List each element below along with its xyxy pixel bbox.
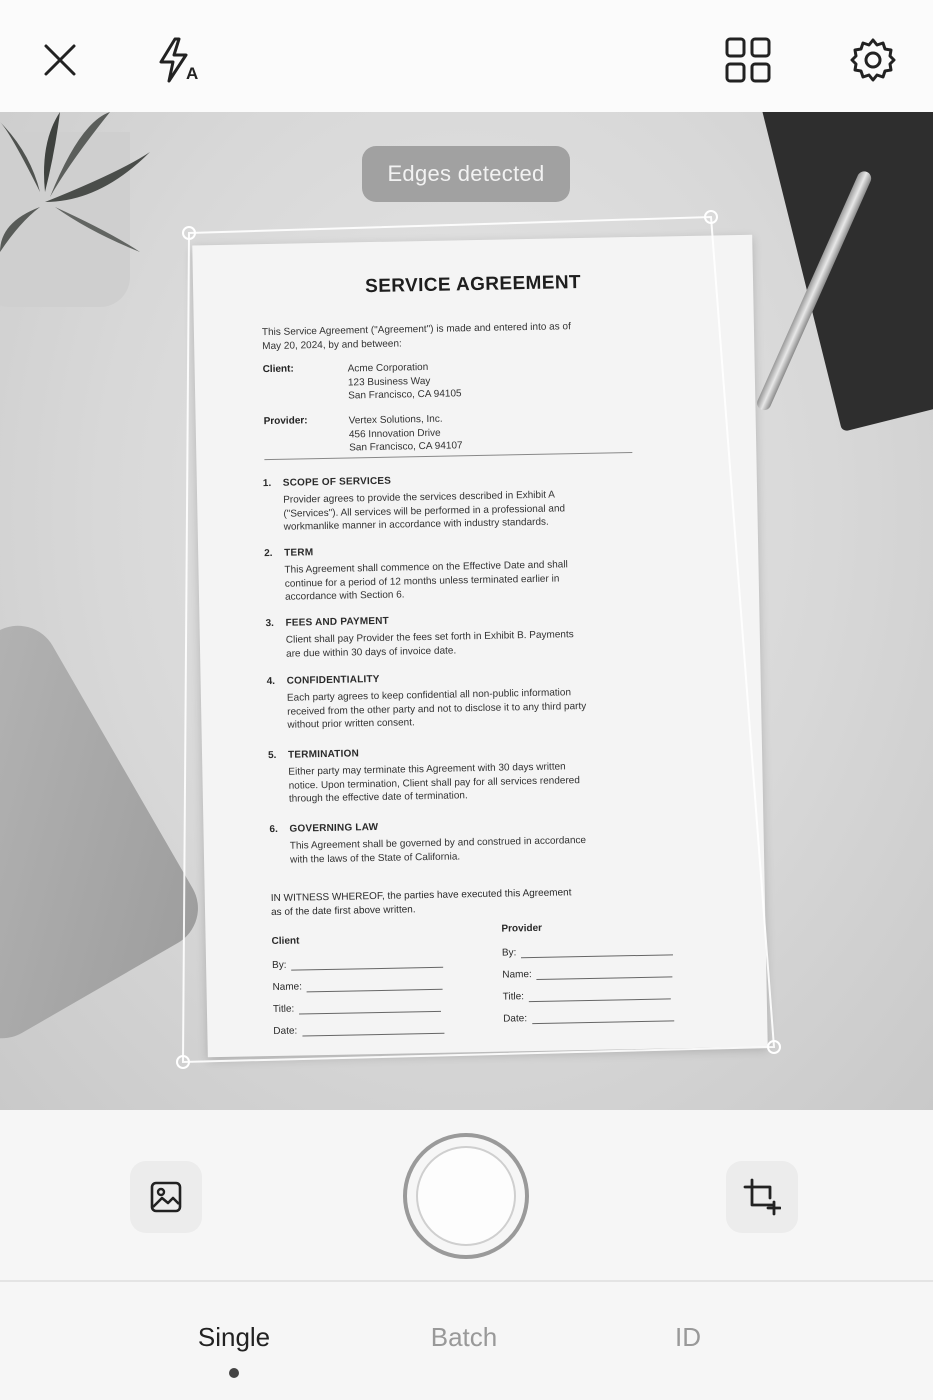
section-line: received from the other party and not to disclose it to any third party bbox=[287, 700, 587, 718]
intro-line: This Service Agreement ("Agreement") is made and entered into as of bbox=[261, 321, 571, 339]
section-line: with the laws of the State of California. bbox=[289, 850, 461, 866]
provider-label: Provider: bbox=[263, 415, 308, 428]
intro-line: May 20, 2024, by and between: bbox=[262, 337, 402, 352]
section-line: workmanlike manner in accordance with industry standards. bbox=[283, 516, 549, 533]
image-gallery-icon[interactable] bbox=[130, 1161, 202, 1233]
section-line: notice. Upon termination, Client shall pay for all services rendered bbox=[288, 774, 580, 792]
section-title: TERM bbox=[284, 547, 314, 559]
mode-single[interactable]: Single bbox=[197, 1322, 271, 1352]
section-number: 6. bbox=[269, 823, 278, 836]
mode-divider bbox=[0, 1280, 933, 1282]
section-line: through the effective date of termination. bbox=[288, 790, 468, 805]
section-line: continue for a period of 12 months unless terminated earlier in bbox=[284, 572, 560, 590]
edges-detected-badge: Edges detected bbox=[362, 146, 570, 202]
flash-auto-letter: A bbox=[186, 64, 199, 83]
sig-label: By: bbox=[271, 959, 287, 972]
section-title: GOVERNING LAW bbox=[289, 821, 379, 835]
section-line: accordance with Section 6. bbox=[284, 589, 405, 603]
section-title: CONFIDENTIALITY bbox=[286, 673, 380, 687]
section-line: without prior written consent. bbox=[287, 717, 415, 731]
client-line: San Francisco, CA 94105 bbox=[348, 388, 462, 402]
section-line: This Agreement shall commence on the Effective Date and shall bbox=[284, 559, 568, 576]
section-line: ("Services"). All services will be performed in a professional and bbox=[283, 502, 566, 520]
sig-label: Date: bbox=[273, 1025, 298, 1038]
document-title: SERVICE AGREEMENT bbox=[364, 271, 582, 298]
signature-client-heading: Client bbox=[271, 935, 300, 948]
section-number: 3. bbox=[265, 617, 274, 630]
client-line: 123 Business Way bbox=[347, 375, 431, 388]
shutter-inner-circle bbox=[416, 1146, 516, 1246]
section-line: Provider agrees to provide the services described in Exhibit A bbox=[283, 489, 556, 506]
provider-line: Vertex Solutions, Inc. bbox=[348, 413, 443, 427]
client-label: Client: bbox=[262, 363, 294, 376]
sig-label: Date: bbox=[503, 1013, 528, 1025]
provider-line: San Francisco, CA 94107 bbox=[349, 440, 463, 454]
sig-label: Name: bbox=[272, 981, 303, 994]
mode-id[interactable]: ID bbox=[675, 1322, 701, 1352]
signature-provider-heading: Provider bbox=[501, 922, 543, 935]
section-line: Each party agrees to keep confidential all non-public information bbox=[286, 687, 572, 704]
section-line: are due within 30 days of invoice date. bbox=[286, 644, 457, 660]
crop-add-icon[interactable] bbox=[726, 1161, 798, 1233]
section-line: Either party may terminate this Agreement with 30 days written bbox=[288, 761, 566, 778]
section-title: TERMINATION bbox=[287, 748, 360, 761]
shutter-button[interactable] bbox=[403, 1133, 529, 1259]
sig-label: Title: bbox=[272, 1003, 295, 1016]
section-line: Client shall pay Provider the fees set forth in Exhibit B. Payments bbox=[285, 629, 574, 646]
section-number: 5. bbox=[267, 749, 277, 762]
section-number: 2. bbox=[264, 547, 273, 560]
client-line: Acme Corporation bbox=[347, 361, 429, 375]
sig-label: Name: bbox=[502, 969, 532, 981]
sig-label: Title: bbox=[502, 991, 525, 1003]
sig-label: By: bbox=[501, 947, 517, 959]
section-number: 1. bbox=[262, 477, 272, 490]
witness-line: as of the date first above written. bbox=[270, 904, 416, 919]
section-title: FEES AND PAYMENT bbox=[285, 615, 390, 629]
active-mode-indicator bbox=[229, 1368, 239, 1378]
section-line: This Agreement shall be governed by and construed in accordance bbox=[289, 835, 587, 852]
section-number: 4. bbox=[266, 675, 276, 688]
provider-line: 456 Innovation Drive bbox=[348, 427, 441, 440]
witness-line: IN WITNESS WHEREOF, the parties have executed this Agreement bbox=[270, 887, 572, 905]
mode-batch[interactable]: Batch bbox=[430, 1322, 498, 1352]
section-title: SCOPE OF SERVICES bbox=[282, 475, 392, 489]
